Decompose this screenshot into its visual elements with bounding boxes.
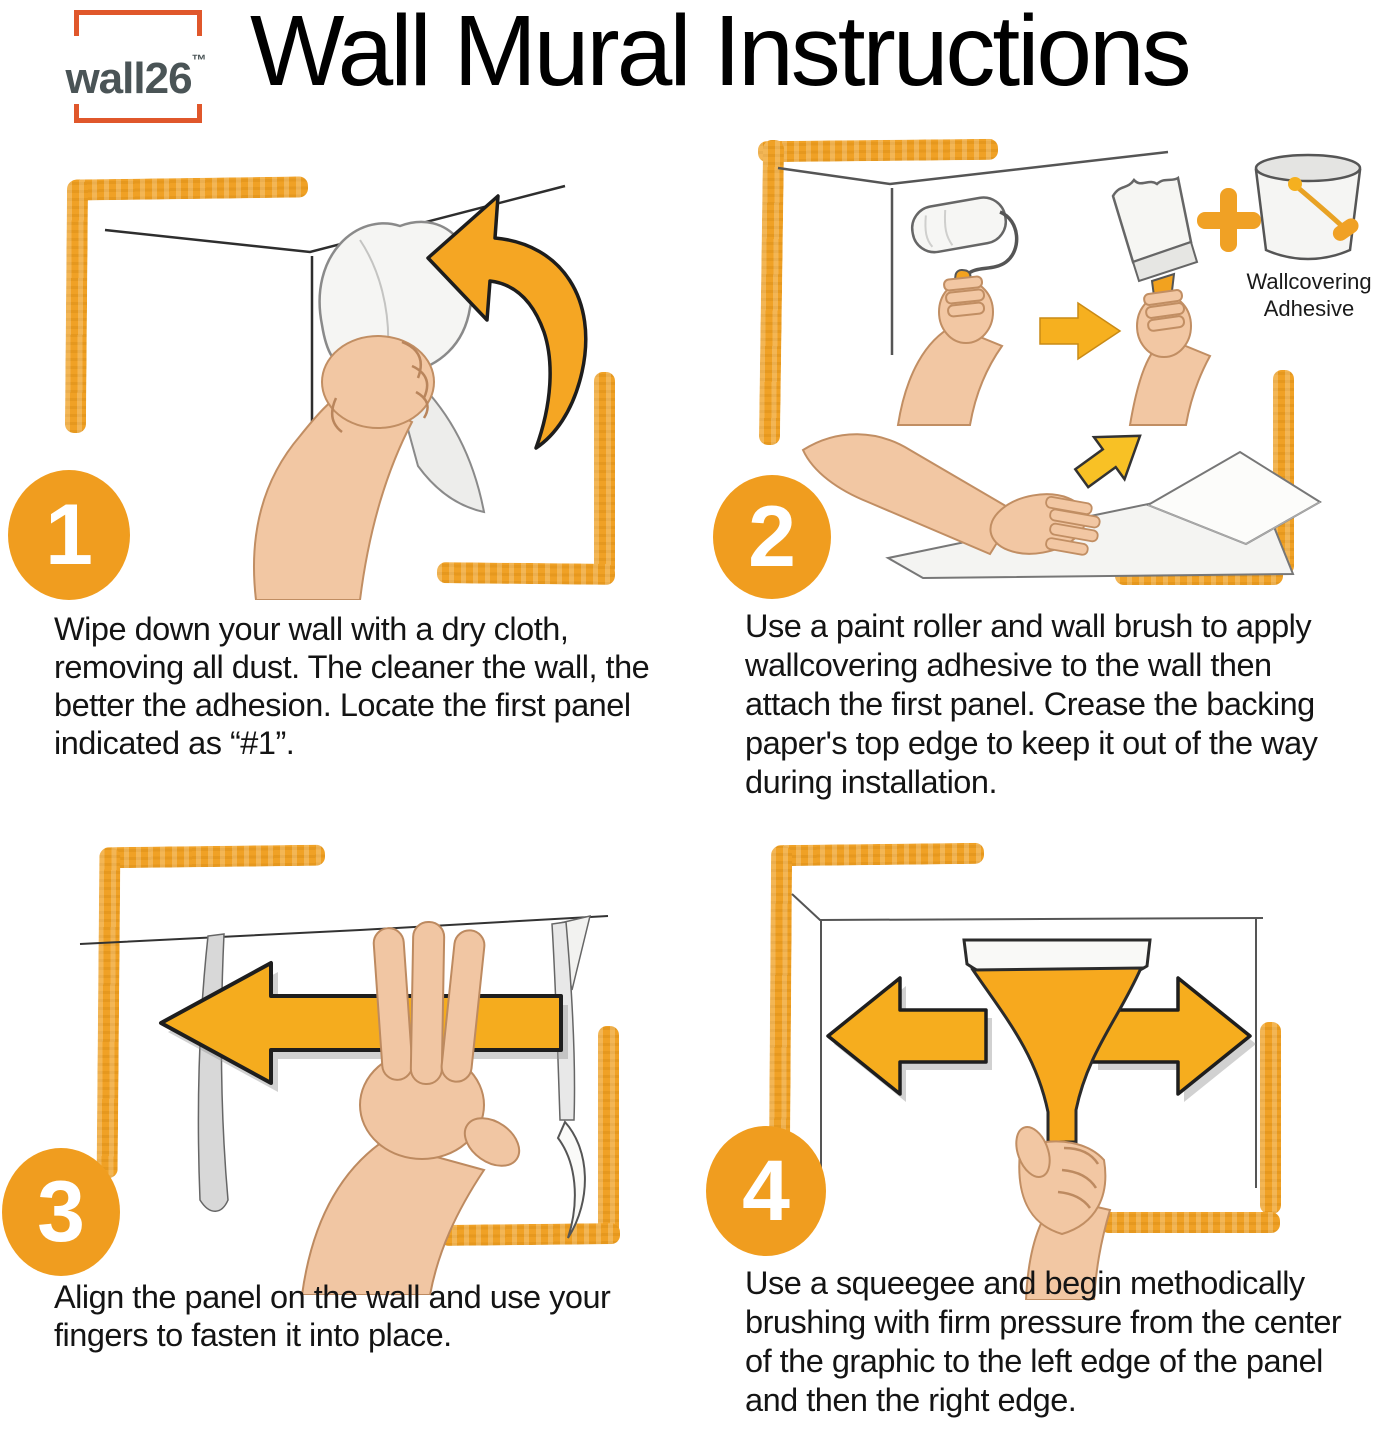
step-caption: Use a paint roller and wall brush to apply wallcovering adhesive to the wall then attach the first panel. Crease the backing paper's top edge to keep it out of the way during installation. bbox=[745, 608, 1318, 800]
hand-pressing-illustration bbox=[302, 922, 528, 1295]
hand-brush-illustration bbox=[1130, 289, 1210, 425]
adhesive-label-line2: Adhesive bbox=[1263, 296, 1355, 321]
hand-wiping-illustration bbox=[254, 336, 434, 600]
step-3-illustration bbox=[60, 870, 635, 1295]
step-caption: Use a squeegee and begin methodically brushing with firm pressure from the center of the graphic to the left edge of the panel and then the right edge. bbox=[745, 1265, 1342, 1418]
up-right-arrow-icon bbox=[1066, 415, 1155, 499]
step-2-illustration bbox=[748, 150, 1368, 610]
right-arrow-icon bbox=[1040, 303, 1120, 359]
step-number: 1 bbox=[45, 487, 93, 583]
page-title: Wall Mural Instructions bbox=[250, 0, 1189, 107]
step-number-badge bbox=[706, 1126, 826, 1256]
step-number: 2 bbox=[748, 489, 796, 585]
step-1-panel bbox=[0, 140, 688, 830]
step-number-badge bbox=[8, 470, 130, 600]
hand-folding-panel-illustration bbox=[803, 415, 1320, 578]
step-4-panel bbox=[688, 830, 1377, 1435]
adhesive-label bbox=[1228, 268, 1377, 322]
left-arrow-icon bbox=[828, 978, 986, 1094]
step-number-badge bbox=[2, 1148, 120, 1276]
step-2-panel bbox=[688, 140, 1377, 830]
step-caption: Align the panel on the wall and use your fingers to fasten it into place. bbox=[54, 1279, 611, 1353]
wall26-logo bbox=[40, 36, 232, 104]
corner-bracket-top-left-icon bbox=[100, 845, 325, 869]
plus-icon bbox=[1197, 188, 1261, 252]
adhesive-bucket-icon bbox=[1256, 155, 1361, 259]
step-4-illustration bbox=[758, 850, 1318, 1300]
step-caption: Wipe down your wall with a dry cloth, removing all dust. The cleaner the wall, the better the adhesion. Locate the first panel indicated as “#1”. bbox=[54, 611, 650, 761]
adhesive-label-line1: Wallcovering bbox=[1246, 269, 1372, 294]
step-number: 3 bbox=[37, 1164, 85, 1260]
hand-roller-illustration bbox=[898, 276, 1002, 425]
step-number-badge bbox=[713, 475, 831, 599]
step-number: 4 bbox=[742, 1143, 790, 1239]
logo-wordmark: wall26 bbox=[65, 54, 192, 103]
trademark-symbol: ™ bbox=[191, 52, 207, 69]
step-1-illustration bbox=[60, 160, 640, 600]
step-3-panel bbox=[0, 830, 688, 1435]
